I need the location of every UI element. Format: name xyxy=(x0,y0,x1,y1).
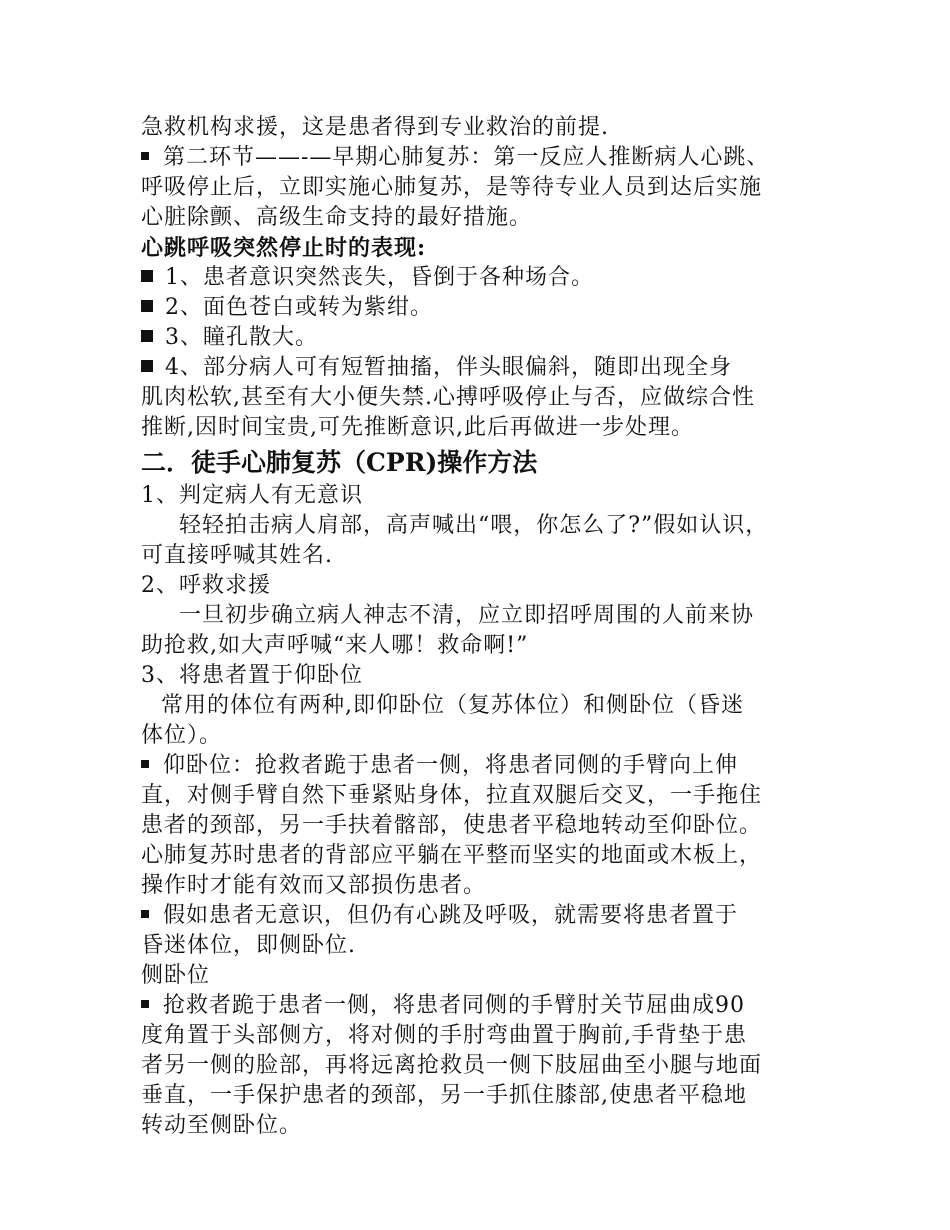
paragraph-line: 呼吸停止后，立即实施心肺复苏，是等待专业人员到达后实施 xyxy=(141,175,763,200)
list-item xyxy=(141,293,821,323)
paragraph-line: 可直接呼喊其姓名. xyxy=(141,543,333,568)
paragraph-line: 助抢救,如大声呼喊“来人哪！救命啊!” xyxy=(141,633,529,658)
list-item-text: 4、部分病人可有短暂抽搐，伴头眼偏斜，随即出现全身 xyxy=(165,355,732,380)
square-bullet-icon xyxy=(141,270,153,282)
paragraph-line: 一旦初步确立病人神志不清，应立即招呼周围的人前来协 xyxy=(179,603,755,628)
square-bullet-icon xyxy=(141,910,149,918)
paragraph-text: 假如患者无意识，但仍有心跳及呼吸，就需要将患者置于 xyxy=(163,903,739,928)
paragraph-line: 常用的体位有两种,即仰卧位（复苏体位）和侧卧位（昏迷 xyxy=(161,693,744,718)
paragraph-line: 轻轻拍击病人肩部，高声喊出“喂，你怎么了?”假如认识， xyxy=(179,513,769,538)
paragraph-text: 第二环节——-—早期心肺复苏：第一反应人推断病人心跳、 xyxy=(163,145,770,170)
paragraph-line: 肌肉松软,甚至有大小便失禁.心搏呼吸停止与否，应做综合性 xyxy=(141,385,755,410)
paragraph-line: 直，对侧手臂自然下垂紧贴身体，拉直双腿后交叉，一手拖住 xyxy=(141,783,763,808)
paragraph-line: 转动至侧卧位。 xyxy=(141,1113,303,1138)
paragraph-line: 体位）。 xyxy=(141,723,223,748)
section-heading: 心跳呼吸突然停止时的表现: xyxy=(141,235,427,261)
paragraph-line: 推断,因时间宝贵,可先推断意识,此后再做进一步处理。 xyxy=(141,415,694,440)
square-bullet-icon xyxy=(141,760,149,768)
square-bullet-icon xyxy=(141,330,153,342)
paragraph-line: 昏迷体位，即侧卧位. xyxy=(141,933,356,958)
paragraph-line: 度角置于头部侧方，将对侧的手肘弯曲置于胸前,手背垫于患 xyxy=(141,1023,747,1048)
square-bullet-icon xyxy=(141,300,153,312)
step-title: 1、判定病人有无意识 xyxy=(141,483,363,508)
page-heading: 二．徒手心肺复苏（CPR)操作方法 xyxy=(141,448,538,477)
bullet-paragraph xyxy=(141,901,821,931)
document-body xyxy=(141,113,821,1141)
paragraph-line: 垂直，一手保护患者的颈部，另一手抓住膝部,使患者平稳地 xyxy=(141,1083,747,1108)
paragraph-text: 仰卧位：抢救者跪于患者一侧，将患者同侧的手臂向上伸 xyxy=(163,753,739,778)
subsection-title: 侧卧位 xyxy=(141,963,211,988)
square-bullet-icon xyxy=(141,152,149,160)
paragraph-line: 患者的颈部，另一手扶着髂部，使患者平稳地转动至仰卧位。 xyxy=(141,813,763,838)
list-item xyxy=(141,353,821,383)
list-item xyxy=(141,323,821,353)
paragraph-line: 心肺复苏时患者的背部应平躺在平整而坚实的地面或木板上， xyxy=(141,843,763,868)
step-title: 3、将患者置于仰卧位 xyxy=(141,663,363,688)
bullet-paragraph xyxy=(141,751,821,781)
square-bullet-icon xyxy=(141,360,153,372)
list-item-text: 1、患者意识突然丧失，昏倒于各种场合。 xyxy=(165,265,594,290)
paragraph-line: 者另一侧的脸部，再将远离抢救员一侧下肢屈曲至小腿与地面 xyxy=(141,1053,763,1078)
paragraph-text: 抢救者跪于患者一侧，将患者同侧的手臂肘关节屈曲成90 xyxy=(163,993,745,1018)
paragraph: 急救机构求援，这是患者得到专业救治的前提. xyxy=(141,115,609,140)
list-item-text: 2、面色苍白或转为紫绀。 xyxy=(165,295,433,320)
paragraph-line: 心脏除颤、高级生命支持的最好措施。 xyxy=(141,205,533,230)
paragraph-line: 操作时才能有效而又部损伤患者。 xyxy=(141,873,487,898)
bullet-paragraph xyxy=(141,143,821,173)
bullet-paragraph xyxy=(141,991,821,1021)
list-item-text: 3、瞳孔散大。 xyxy=(165,325,318,350)
square-bullet-icon xyxy=(141,1000,149,1008)
list-item xyxy=(141,263,821,293)
step-title: 2、呼救求援 xyxy=(141,573,271,598)
